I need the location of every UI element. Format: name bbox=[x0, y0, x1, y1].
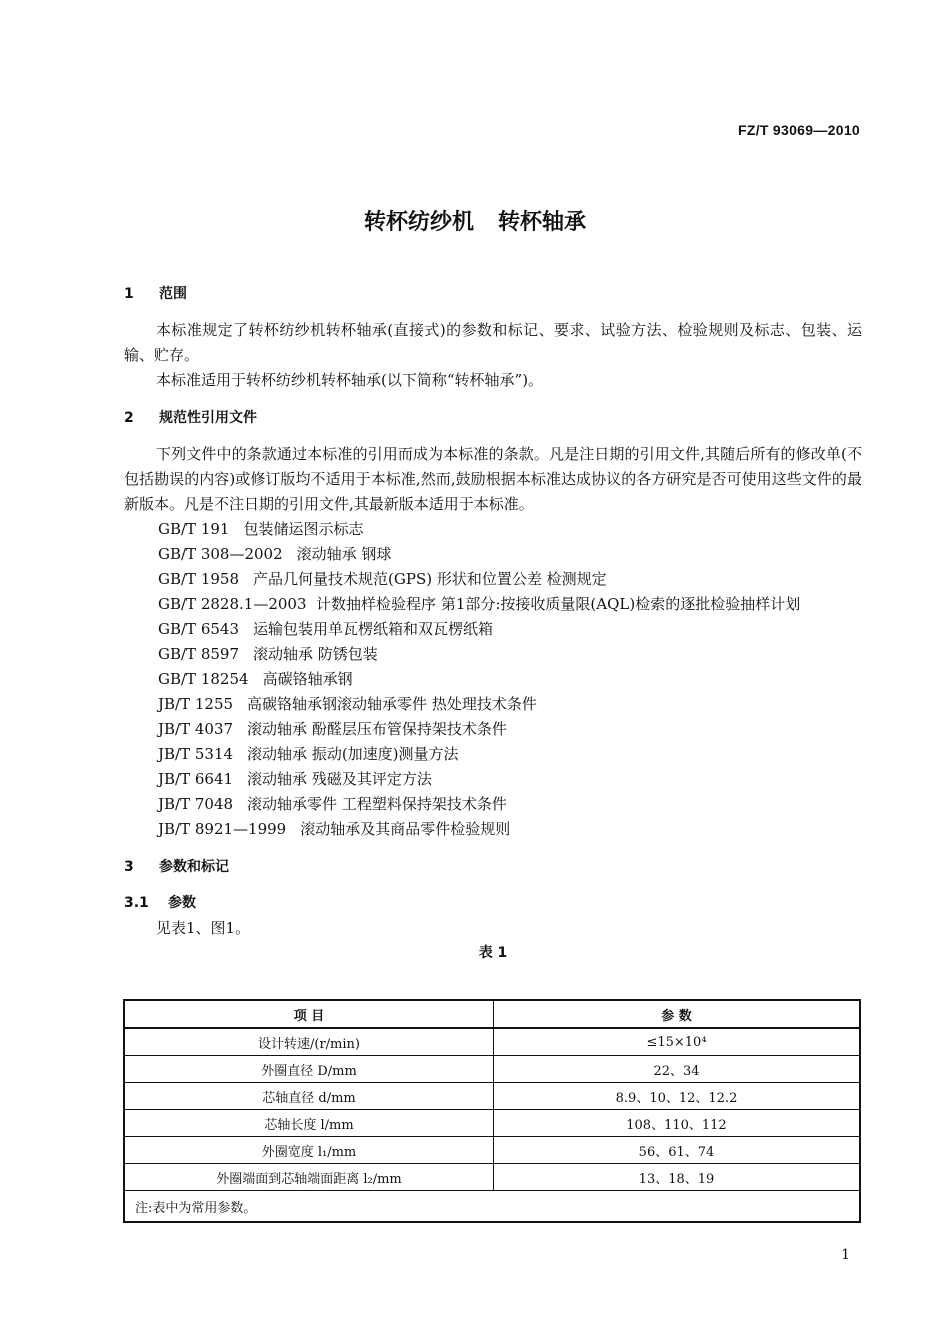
reference-item: GB/T 18254 高碳铬轴承钢 bbox=[158, 670, 353, 688]
paragraph: 本标准适用于转杯纺纱机转杯轴承(以下简称“转杯轴承”)。 bbox=[156, 371, 544, 389]
subsection-number: 3.1 bbox=[124, 895, 149, 911]
document-code: FZ/T 93069—2010 bbox=[737, 122, 860, 138]
table-note: 注:表中为常用参数。 bbox=[124, 1191, 860, 1223]
table-cell: 外圈宽度 l₁/mm bbox=[124, 1137, 494, 1164]
section-3-heading bbox=[124, 855, 862, 880]
reference-item: JB/T 8921—1999 滚动轴承及其商品零件检验规则 bbox=[158, 820, 511, 838]
subsection-title: 参数 bbox=[168, 895, 196, 911]
document-body bbox=[124, 282, 862, 966]
section-1-heading bbox=[124, 282, 862, 307]
title-part-1: 转杯纺纱机 bbox=[363, 210, 474, 235]
reference-item: GB/T 1958 产品几何量技术规范(GPS) 形状和位置公差 检测规定 bbox=[158, 570, 607, 588]
table-row bbox=[124, 1110, 860, 1137]
section-number: 3 bbox=[124, 859, 134, 875]
reference-item: GB/T 6543 运输包装用单瓦楞纸箱和双瓦楞纸箱 bbox=[158, 620, 494, 638]
section-2-heading bbox=[124, 406, 862, 431]
table-cell: 22、34 bbox=[494, 1056, 861, 1083]
table-row bbox=[124, 1083, 860, 1110]
section-title: 参数和标记 bbox=[159, 859, 229, 875]
table-cell: 外圈直径 D/mm bbox=[124, 1056, 494, 1083]
section-number: 2 bbox=[124, 410, 134, 426]
reference-item: JB/T 4037 滚动轴承 酚醛层压布管保持架技术条件 bbox=[158, 720, 507, 738]
table-cell: 芯轴直径 d/mm bbox=[124, 1083, 494, 1110]
reference-item: JB/T 1255 高碳铬轴承钢滚动轴承零件 热处理技术条件 bbox=[158, 695, 537, 713]
reference-item: JB/T 6641 滚动轴承 残磁及其评定方法 bbox=[158, 770, 432, 788]
document-title bbox=[0, 205, 950, 236]
table-cell: 56、61、74 bbox=[494, 1137, 861, 1164]
table-cell: 设计转速/(r/min) bbox=[124, 1028, 494, 1056]
paragraph: 本标准规定了转杯纺纱机转杯轴承(直接式)的参数和标记、要求、试验方法、检验规则及标志、包装、运输、贮存。 bbox=[124, 321, 862, 364]
column-header: 项 目 bbox=[124, 1000, 494, 1028]
section-title: 范围 bbox=[159, 286, 187, 302]
parameter-table bbox=[123, 999, 861, 1223]
table-row bbox=[124, 1137, 860, 1164]
table-row bbox=[124, 1056, 860, 1083]
section-number: 1 bbox=[124, 286, 134, 302]
title-part-2: 转杯轴承 bbox=[498, 210, 587, 235]
subsection-3-1-heading bbox=[124, 891, 862, 916]
paragraph: 见表1、图1。 bbox=[156, 919, 251, 937]
table-cell: 外圈端面到芯轴端面距离 l₂/mm bbox=[124, 1164, 494, 1191]
reference-item: GB/T 2828.1—2003 计数抽样检验程序 第1部分:按接收质量限(AQL)检索的逐批检验抽样计划 bbox=[158, 595, 801, 613]
page-number: 1 bbox=[841, 1247, 850, 1263]
table-cell: 108、110、112 bbox=[494, 1110, 861, 1137]
column-header: 参 数 bbox=[494, 1000, 861, 1028]
reference-item: GB/T 191 包装储运图示标志 bbox=[158, 520, 364, 538]
paragraph: 下列文件中的条款通过本标准的引用而成为本标准的条款。凡是注日期的引用文件,其随后所有的修改单(不包括勘误的内容)或修订版均不适用于本标准,然而,鼓励根据本标准达成协议的各方研究是否可使用这些文件的最新版本。凡是不注日期的引用文件,其最新版本适用于本标准。 bbox=[124, 445, 862, 513]
table-row bbox=[124, 1164, 860, 1191]
table-row bbox=[124, 1028, 860, 1056]
table-cell: 芯轴长度 l/mm bbox=[124, 1110, 494, 1137]
reference-item: JB/T 7048 滚动轴承零件 工程塑料保持架技术条件 bbox=[158, 795, 507, 813]
table-cell: 8.9、10、12、12.2 bbox=[494, 1083, 861, 1110]
section-title: 规范性引用文件 bbox=[159, 410, 257, 426]
reference-item: JB/T 5314 滚动轴承 振动(加速度)测量方法 bbox=[158, 745, 459, 763]
table-note-row bbox=[124, 1191, 860, 1223]
table-cell: 13、18、19 bbox=[494, 1164, 861, 1191]
reference-item: GB/T 8597 滚动轴承 防锈包装 bbox=[158, 645, 378, 663]
table-caption: 表 1 bbox=[478, 945, 508, 961]
table-header-row bbox=[124, 1000, 860, 1028]
table-cell: ≤15×10⁴ bbox=[494, 1028, 861, 1056]
reference-item: GB/T 308—2002 滚动轴承 钢球 bbox=[158, 545, 392, 563]
